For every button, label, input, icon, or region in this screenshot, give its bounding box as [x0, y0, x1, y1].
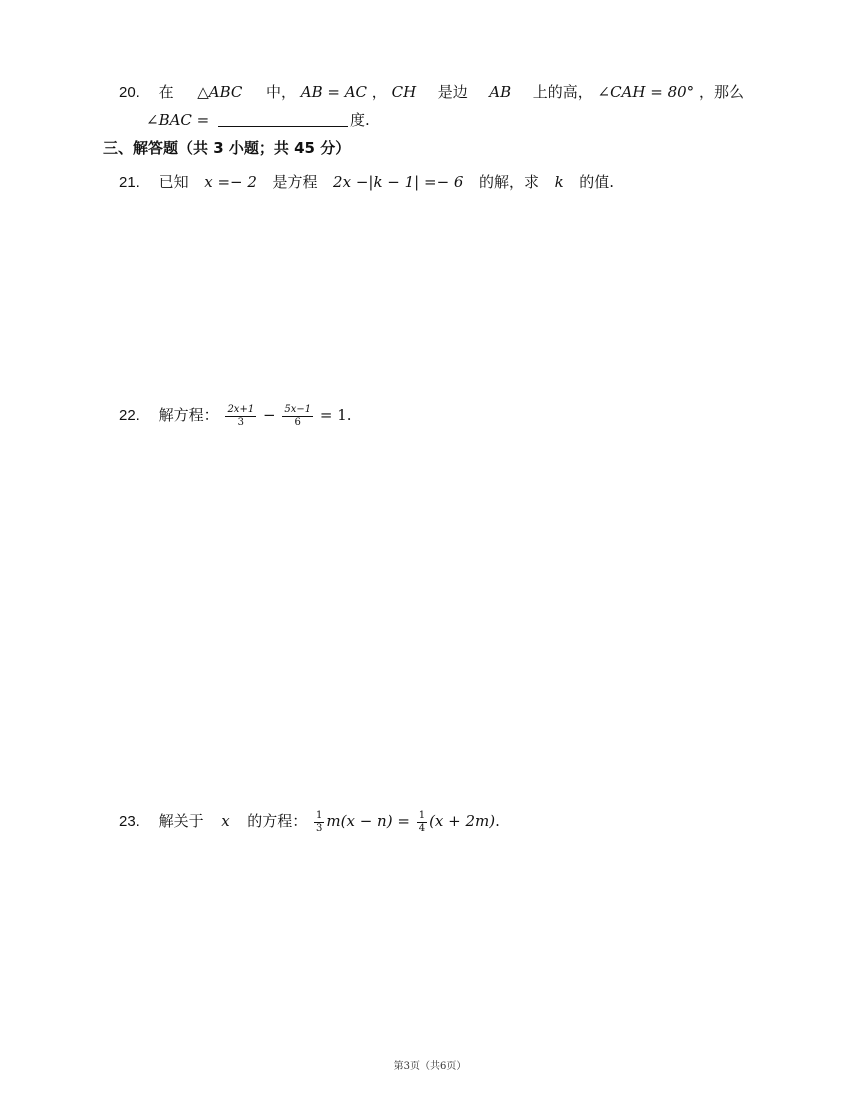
math-operator: − — [262, 406, 276, 424]
question-text: 的解，求 — [479, 173, 540, 191]
math-expression: 2x −|k − 1| =− 6 — [333, 173, 464, 191]
question-22 — [119, 400, 352, 431]
question-number: 23. — [119, 813, 140, 830]
question-number: 20. — [119, 84, 140, 101]
page-footer: 第3页（共6页） — [393, 1061, 467, 1072]
question-text: . — [495, 812, 500, 830]
question-text: ，那么 — [698, 83, 744, 101]
math-expression: = 1 — [319, 406, 347, 424]
fraction-denominator: 3 — [316, 822, 323, 834]
math-expression: △ABC — [197, 83, 243, 101]
question-21 — [119, 172, 614, 193]
question-text: 上的高， — [532, 83, 593, 101]
section-heading: 三、解答题（共 3 小题；共 45 分） — [103, 139, 351, 157]
question-text: 解方程： — [158, 406, 219, 424]
question-23 — [119, 806, 500, 837]
math-expression: (x + 2m) — [429, 812, 496, 830]
question-text: ， — [371, 83, 387, 101]
question-text: 的值. — [579, 173, 615, 191]
fraction-denominator: 4 — [418, 822, 426, 834]
math-expression: k — [554, 173, 564, 191]
answer-blank[interactable] — [218, 111, 348, 127]
fraction-numerator: 1 — [316, 809, 323, 821]
fraction-numerator: 5x−1 — [284, 403, 312, 415]
fraction — [225, 404, 256, 429]
question-text: 解关于 — [158, 812, 204, 830]
fraction — [314, 810, 324, 835]
math-expression: m(x − n) = — [326, 812, 410, 830]
question-number: 22. — [119, 407, 140, 424]
question-text: 是边 — [437, 83, 468, 101]
question-text: 在 — [158, 83, 174, 101]
question-text: 中， — [265, 83, 296, 101]
math-expression: ∠CAH = 80° — [597, 83, 695, 101]
math-expression: CH — [391, 83, 417, 101]
question-20-line-1 — [119, 82, 744, 103]
math-expression: AB — [489, 83, 512, 101]
fraction — [417, 810, 427, 835]
question-text: 的方程： — [247, 812, 308, 830]
question-text: 度. — [350, 111, 370, 129]
question-text: 是方程 — [272, 173, 318, 191]
math-expression: ∠BAC = — [146, 111, 210, 129]
math-expression: AB = AC — [300, 83, 368, 101]
question-text: 已知 — [158, 173, 189, 191]
fraction — [282, 404, 313, 429]
fraction-denominator: 6 — [294, 416, 301, 428]
question-text: . — [346, 406, 352, 424]
fraction-numerator: 2x+1 — [227, 403, 255, 415]
math-expression: x =− 2 — [204, 173, 257, 191]
math-expression: x — [221, 812, 230, 830]
question-20-line-2 — [146, 110, 370, 130]
fraction-denominator: 3 — [237, 416, 244, 428]
question-number: 21. — [119, 174, 140, 191]
fraction-numerator: 1 — [418, 809, 426, 821]
